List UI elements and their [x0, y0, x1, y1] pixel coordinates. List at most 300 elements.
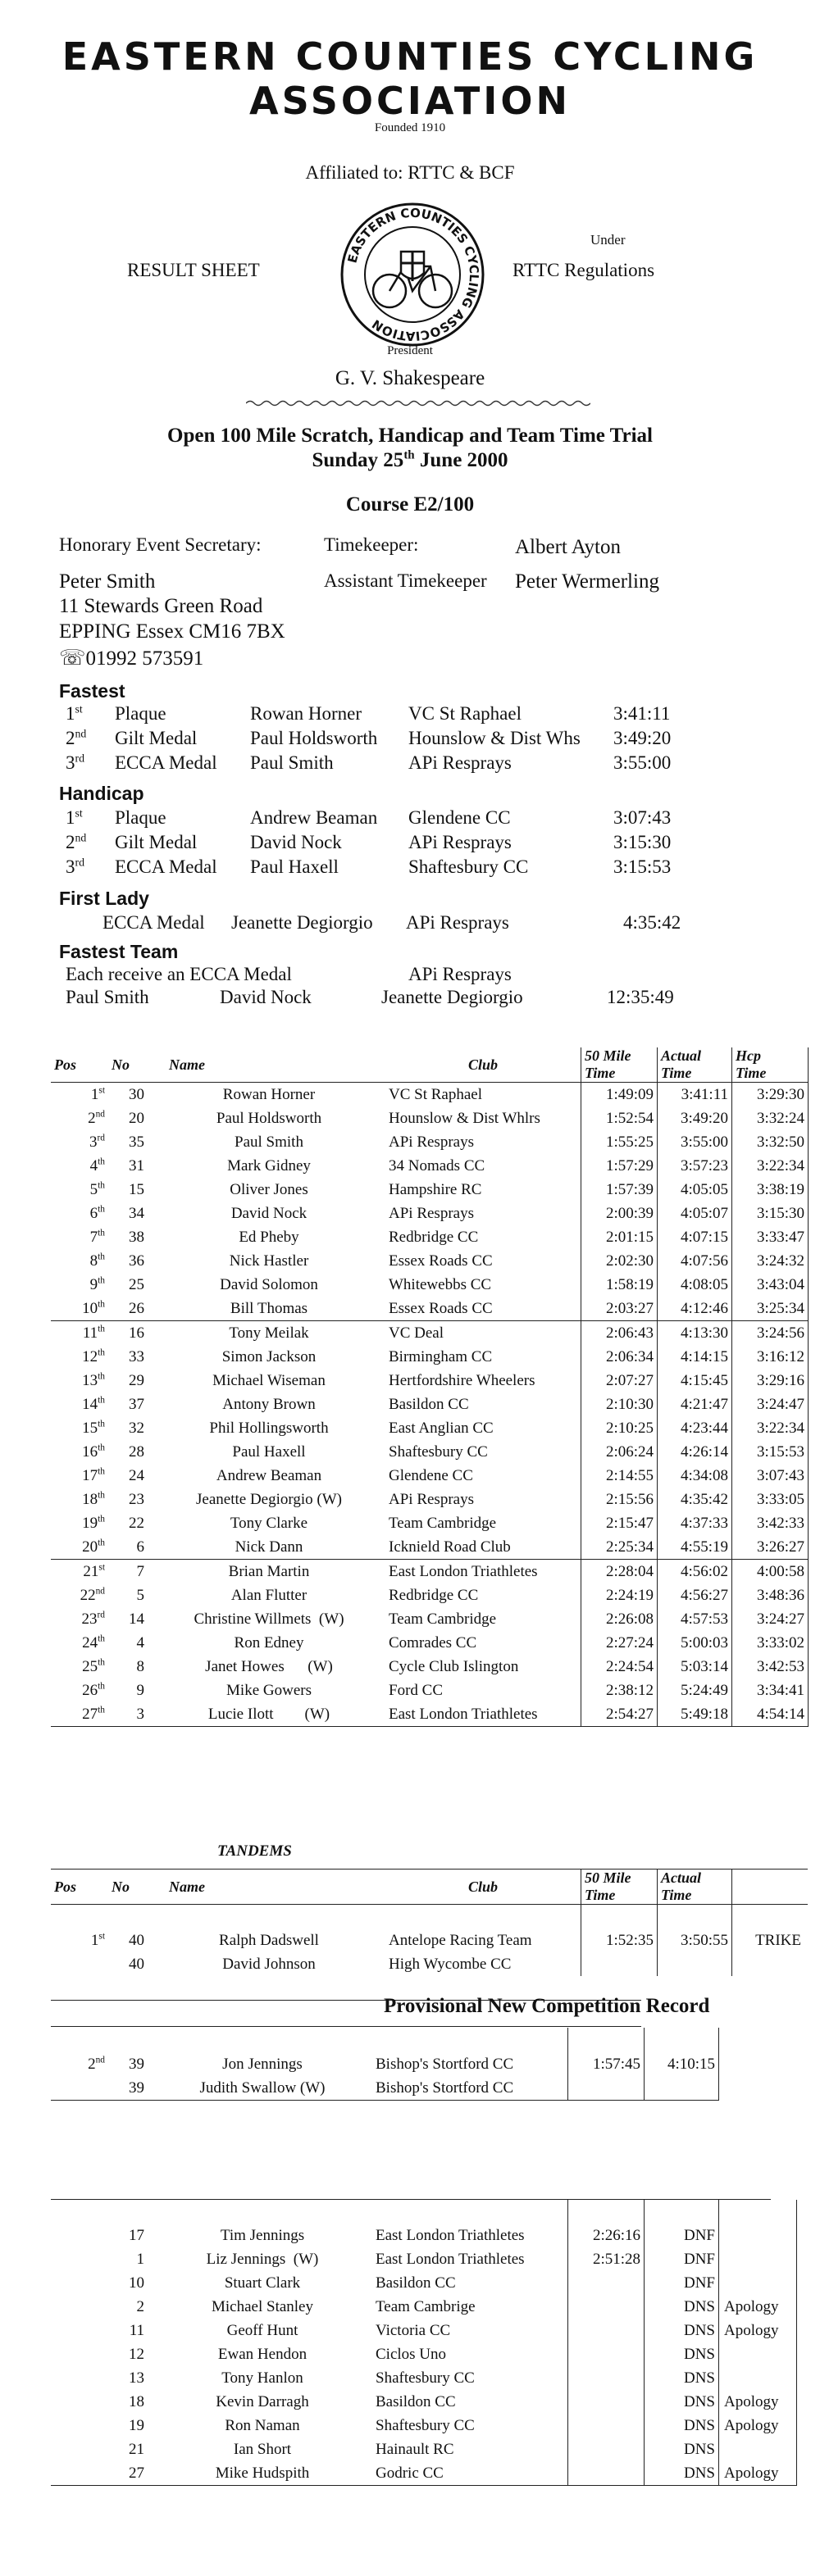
result-actual-time: 4:05:05	[658, 1178, 732, 1202]
result-50-mile-time: 2:15:47	[581, 1511, 658, 1535]
result-club: Essex Roads CC	[389, 1252, 493, 1270]
telephone-icon: ☏	[59, 646, 86, 670]
dnf-rider-name: Ewan Hendon	[217, 2345, 308, 2363]
dnf-number: 11	[129, 2321, 144, 2339]
dnf-note: Apology	[719, 2461, 797, 2486]
result-handicap-time: 3:15:30	[732, 1202, 809, 1225]
result-50-mile-time: 2:25:34	[581, 1535, 658, 1560]
dnf-row	[51, 2366, 797, 2390]
dnf-club: Basildon CC	[376, 2274, 456, 2292]
result-number: 7	[136, 1562, 144, 1580]
award-place: 2nd	[66, 831, 87, 852]
result-handicap-time: 3:34:41	[732, 1679, 809, 1702]
result-row	[51, 1631, 809, 1655]
result-handicap-time: 4:54:14	[732, 1702, 809, 1727]
result-actual-time: 4:34:08	[658, 1464, 732, 1488]
dnf-position-blank	[51, 2224, 108, 2247]
award-type: Plaque	[115, 703, 166, 724]
result-position: 22nd	[80, 1586, 105, 1604]
result-club: Team Cambridge	[389, 1514, 497, 1532]
result-number: 16	[129, 1324, 144, 1342]
result-rider-name: David Nock	[230, 1204, 308, 1222]
tandem-actual-time: 4:10:15	[645, 2052, 719, 2076]
result-row	[51, 1607, 809, 1631]
result-actual-time: 4:07:15	[658, 1225, 732, 1249]
result-handicap-time: 3:24:32	[732, 1249, 809, 1273]
result-row	[51, 1488, 809, 1511]
result-actual-time: 4:12:46	[658, 1297, 732, 1321]
fastest-heading: Fastest	[59, 680, 125, 702]
dnf-position-blank	[51, 2366, 108, 2390]
result-rider-name: Nick Hastler	[229, 1252, 309, 1270]
result-number: 36	[129, 1252, 144, 1270]
result-number: 4	[136, 1633, 144, 1651]
award-type: ECCA Medal	[115, 856, 217, 877]
timekeeper-label: Timekeeper:	[324, 534, 419, 555]
tandem-col-club: Club	[467, 1878, 499, 1895]
result-rider-name: Tony Meilak	[229, 1324, 309, 1342]
tandem-actual-time: 3:50:55	[658, 1929, 732, 1952]
result-handicap-time: 3:33:47	[732, 1225, 809, 1249]
under-label: Under	[590, 232, 626, 248]
seal-lettering: EASTERN COUNTIES CYCLING ASSOCIATION	[344, 205, 482, 344]
dnf-50-mile-time	[568, 2366, 645, 2390]
result-rider-name: Paul Smith	[235, 1133, 303, 1151]
dnf-number: 17	[129, 2226, 144, 2244]
result-row	[51, 1106, 809, 1130]
result-position: 23rd	[81, 1610, 105, 1628]
result-handicap-time: 3:33:05	[732, 1488, 809, 1511]
result-club: Essex Roads CC	[389, 1299, 493, 1317]
result-number: 6	[136, 1538, 144, 1556]
result-number: 25	[129, 1275, 144, 1293]
dnf-row	[51, 2437, 797, 2461]
result-number: 30	[129, 1085, 144, 1103]
result-50-mile-time: 2:27:24	[581, 1631, 658, 1655]
first-lady-award: ECCA Medal	[102, 912, 205, 933]
tandem-rider-club: Antelope Racing Team	[389, 1931, 532, 1949]
assistant-timekeeper-label: Assistant Timekeeper	[324, 570, 487, 591]
result-number: 35	[129, 1133, 144, 1151]
result-number: 33	[129, 1347, 144, 1365]
dnf-rider-name: Ron Naman	[225, 2416, 300, 2434]
dnf-number: 1	[136, 2250, 144, 2268]
result-actual-time: 4:37:33	[658, 1511, 732, 1535]
dnf-row	[51, 2414, 797, 2437]
award-place: 1st	[66, 806, 83, 828]
result-50-mile-time: 2:24:54	[581, 1655, 658, 1679]
dnf-position-blank	[51, 2271, 108, 2295]
dnf-table	[51, 2200, 797, 2486]
handicap-heading: Handicap	[59, 783, 144, 804]
result-rider-name: Nick Dann	[235, 1538, 303, 1556]
result-50-mile-time: 2:15:56	[581, 1488, 658, 1511]
result-number: 31	[129, 1156, 144, 1174]
result-row	[51, 1249, 809, 1273]
dnf-rider-name: Ian Short	[233, 2440, 292, 2458]
col-no: No	[112, 1056, 130, 1073]
dnf-status: DNS	[645, 2437, 719, 2461]
result-handicap-time: 3:29:16	[732, 1369, 809, 1392]
result-number: 22	[129, 1514, 144, 1532]
result-50-mile-time: 2:01:15	[581, 1225, 658, 1249]
result-handicap-time: 3:48:36	[732, 1583, 809, 1607]
result-club: Shaftesbury CC	[389, 1442, 488, 1461]
dnf-note: Apology	[719, 2295, 797, 2319]
result-50-mile-time: 2:02:30	[581, 1249, 658, 1273]
result-position: 17th	[82, 1466, 105, 1484]
result-handicap-time: 3:24:47	[732, 1392, 809, 1416]
result-50-mile-time: 2:24:19	[581, 1583, 658, 1607]
tandems-table	[51, 1869, 808, 1976]
result-number: 20	[129, 1109, 144, 1127]
award-rider-name: Paul Smith	[250, 752, 334, 773]
award-time: 3:15:53	[613, 856, 672, 877]
result-position: 8th	[89, 1252, 105, 1270]
result-number: 34	[129, 1204, 144, 1222]
award-rider-club: VC St Raphael	[408, 703, 522, 724]
result-50-mile-time: 1:57:29	[581, 1154, 658, 1178]
result-actual-time: 5:00:03	[658, 1631, 732, 1655]
result-50-mile-time: 2:54:27	[581, 1702, 658, 1727]
assistant-timekeeper-name: Peter Wermerling	[515, 570, 659, 593]
result-club: VC Deal	[389, 1324, 444, 1342]
result-rider-name: Ed Pheby	[239, 1228, 299, 1246]
dnf-status: DNS	[645, 2366, 719, 2390]
tandem-col-50-mile: 50 Mile Time	[581, 1870, 658, 1905]
result-rider-name: Mark Gidney	[227, 1156, 311, 1174]
dnf-number: 2	[136, 2297, 144, 2315]
tandem-no: 39	[129, 2079, 144, 2097]
dnf-position-blank	[51, 2461, 108, 2486]
result-row	[51, 1273, 809, 1297]
result-actual-time: 4:56:27	[658, 1583, 732, 1607]
result-position: 16th	[82, 1442, 105, 1461]
dnf-status: DNS	[645, 2295, 719, 2319]
secretary-label: Honorary Event Secretary:	[59, 534, 262, 555]
first-lady-heading: First Lady	[59, 888, 149, 909]
dnf-position-blank	[51, 2319, 108, 2342]
result-club: APi Resprays	[389, 1133, 474, 1151]
award-type: Gilt Medal	[115, 832, 198, 852]
first-lady-time: 4:35:42	[623, 912, 681, 933]
result-rider-name: Tony Clarke	[230, 1514, 308, 1532]
result-actual-time: 4:56:02	[658, 1560, 732, 1584]
dnf-position-blank	[51, 2295, 108, 2319]
result-number: 32	[129, 1419, 144, 1437]
result-actual-time: 4:55:19	[658, 1535, 732, 1560]
result-handicap-time: 3:32:24	[732, 1106, 809, 1130]
result-rider-name: Janet Howes (W)	[205, 1657, 333, 1675]
result-handicap-time: 3:38:19	[732, 1178, 809, 1202]
dnf-50-mile-time	[568, 2390, 645, 2414]
result-rider-name: Michael Wiseman	[212, 1371, 326, 1389]
result-number: 5	[136, 1586, 144, 1604]
result-row	[51, 1560, 809, 1584]
dnf-rider-name: Michael Stanley	[212, 2297, 313, 2315]
result-sheet-label: RESULT SHEET	[127, 260, 260, 280]
result-club: East London Triathletes	[389, 1705, 538, 1723]
result-number: 24	[129, 1466, 144, 1484]
result-number: 29	[129, 1371, 144, 1389]
result-club: East London Triathletes	[389, 1562, 538, 1580]
award-rider-club: APi Resprays	[408, 832, 512, 852]
result-row	[51, 1440, 809, 1464]
fastest-team-club: APi Resprays	[408, 964, 512, 984]
result-position: 18th	[82, 1490, 105, 1508]
result-row	[51, 1225, 809, 1249]
tandem-no: 40	[129, 1955, 144, 1973]
award-rider-name: Rowan Horner	[250, 703, 362, 724]
tandem-rider-name: Ralph Dadswell	[219, 1931, 319, 1949]
dnf-club: Godric CC	[376, 2464, 444, 2482]
result-actual-time: 3:49:20	[658, 1106, 732, 1130]
result-number: 38	[129, 1228, 144, 1246]
result-50-mile-time: 2:14:55	[581, 1464, 658, 1488]
col-pos: Pos	[54, 1056, 76, 1073]
dnf-row	[51, 2461, 797, 2486]
result-row	[51, 1679, 809, 1702]
award-place: 3rd	[66, 752, 84, 773]
dnf-club: Victoria CC	[376, 2321, 451, 2339]
tandem-rider-name: Judith Swallow (W)	[199, 2079, 326, 2097]
col-hcp: Hcp Time	[732, 1047, 809, 1083]
result-position: 6th	[89, 1204, 105, 1222]
result-row	[51, 1321, 809, 1346]
result-row	[51, 1297, 809, 1321]
result-handicap-time: 3:16:12	[732, 1345, 809, 1369]
result-rider-name: David Solomon	[220, 1275, 318, 1293]
result-row	[51, 1369, 809, 1392]
dnf-50-mile-time	[568, 2461, 645, 2486]
association-title-line2: ASSOCIATION	[249, 79, 571, 123]
dnf-note	[719, 2342, 797, 2366]
result-position: 11th	[82, 1324, 105, 1342]
dnf-row	[51, 2342, 797, 2366]
award-type: Plaque	[115, 807, 166, 828]
result-club: Hampshire RC	[389, 1180, 482, 1198]
award-time: 3:15:30	[613, 832, 672, 852]
dnf-number: 13	[129, 2369, 144, 2387]
dnf-status: DNS	[645, 2414, 719, 2437]
result-club: Birmingham CC	[389, 1347, 493, 1365]
result-50-mile-time: 1:55:25	[581, 1130, 658, 1154]
result-50-mile-time: 2:10:25	[581, 1416, 658, 1440]
award-place: 1st	[66, 702, 83, 724]
dnf-50-mile-time	[568, 2295, 645, 2319]
result-position: 7th	[89, 1228, 105, 1246]
result-row	[51, 1535, 809, 1560]
result-actual-time: 3:55:00	[658, 1130, 732, 1154]
award-rider-club: Hounslow & Dist Whs	[408, 728, 581, 748]
dnf-note	[719, 2437, 797, 2461]
result-position: 2nd	[88, 1109, 105, 1127]
dnf-status: DNF	[645, 2271, 719, 2295]
result-club: Cycle Club Islington	[389, 1657, 519, 1675]
dnf-status: DNS	[645, 2461, 719, 2486]
result-position: 14th	[82, 1395, 105, 1413]
result-rider-name: Alan Flutter	[230, 1586, 308, 1604]
result-club: APi Resprays	[389, 1490, 474, 1508]
result-rider-name: Brian Martin	[228, 1562, 310, 1580]
dnf-number: 19	[129, 2416, 144, 2434]
dnf-number: 21	[129, 2440, 144, 2458]
tandem-pos: 1st	[90, 1931, 105, 1949]
award-rider-name: Paul Holdsworth	[250, 728, 378, 748]
result-club: VC St Raphael	[389, 1085, 482, 1103]
col-name: Name	[169, 1056, 205, 1073]
tandem-no: 40	[129, 1931, 144, 1949]
tandem-50-mile-time: 1:57:45	[568, 2052, 645, 2076]
result-row	[51, 1702, 809, 1727]
result-handicap-time: 3:32:50	[732, 1130, 809, 1154]
phone-number: 01992 573591	[85, 647, 204, 670]
dnf-club: Ciclos Uno	[376, 2345, 447, 2363]
address-line2: EPPING Essex CM16 7BX	[59, 620, 285, 643]
dnf-note	[719, 2247, 797, 2271]
result-rider-name: Rowan Horner	[222, 1085, 316, 1103]
result-row	[51, 1464, 809, 1488]
result-actual-time: 4:57:53	[658, 1607, 732, 1631]
result-handicap-time: 3:25:34	[732, 1297, 809, 1321]
result-handicap-time: 4:00:58	[732, 1560, 809, 1584]
result-club: East Anglian CC	[389, 1419, 494, 1437]
tandems-table-2	[51, 2028, 719, 2101]
result-actual-time: 4:35:42	[658, 1488, 732, 1511]
tandem-rider-club: High Wycombe CC	[389, 1955, 512, 1973]
result-club: Hounslow & Dist Whlrs	[389, 1109, 540, 1127]
dnf-club: East London Triathletes	[376, 2226, 525, 2244]
award-time: 3:07:43	[613, 807, 672, 828]
result-number: 37	[129, 1395, 144, 1413]
result-number: 8	[136, 1657, 144, 1675]
dnf-status: DNF	[645, 2247, 719, 2271]
address-line1: 11 Stewards Green Road	[59, 595, 263, 617]
result-club: Comrades CC	[389, 1633, 477, 1651]
dnf-club: East London Triathletes	[376, 2250, 525, 2268]
dnf-row	[51, 2247, 797, 2271]
result-row	[51, 1202, 809, 1225]
result-position: 20th	[82, 1538, 105, 1556]
dnf-number: 12	[129, 2345, 144, 2363]
event-title: Open 100 Mile Scratch, Handicap and Team Time Trial	[167, 425, 653, 447]
dnf-number: 27	[129, 2464, 144, 2482]
result-rider-name: Lucie Ilott (W)	[207, 1705, 330, 1723]
result-50-mile-time: 2:38:12	[581, 1679, 658, 1702]
fastest-team-time: 12:35:49	[607, 987, 674, 1007]
result-actual-time: 4:05:07	[658, 1202, 732, 1225]
tandem-no: 39	[129, 2055, 144, 2073]
result-number: 14	[129, 1610, 144, 1628]
dnf-club: Hainault RC	[376, 2440, 454, 2458]
dnf-position-blank	[51, 2390, 108, 2414]
award-rider-club: Glendene CC	[408, 807, 511, 828]
result-handicap-time: 3:22:34	[732, 1416, 809, 1440]
regulations-label: RTTC Regulations	[512, 260, 655, 280]
dnf-position-blank	[51, 2437, 108, 2461]
founded-text: Founded 1910	[374, 121, 446, 134]
dnf-position-blank	[51, 2342, 108, 2366]
award-type: ECCA Medal	[115, 752, 217, 773]
result-position: 4th	[89, 1156, 105, 1174]
tandem-row-1b	[51, 1952, 808, 1976]
results-header-row	[51, 1047, 809, 1083]
dnf-status: DNS	[645, 2319, 719, 2342]
dnf-row	[51, 2271, 797, 2295]
result-position: 26th	[82, 1681, 105, 1699]
dnf-rider-name: Tony Hanlon	[221, 2369, 303, 2387]
result-position: 5th	[89, 1180, 105, 1198]
result-row	[51, 1083, 809, 1107]
award-time: 3:55:00	[613, 752, 672, 773]
fastest-team-heading: Fastest Team	[59, 941, 179, 962]
result-handicap-time: 3:24:27	[732, 1607, 809, 1631]
dnf-number: 18	[129, 2392, 144, 2410]
result-row	[51, 1511, 809, 1535]
col-50-mile: 50 Mile Time	[581, 1047, 658, 1083]
dnf-rider-name: Kevin Darragh	[216, 2392, 309, 2410]
result-number: 26	[129, 1299, 144, 1317]
result-position: 19th	[82, 1514, 105, 1532]
result-club: Glendene CC	[389, 1466, 473, 1484]
result-actual-time: 4:15:45	[658, 1369, 732, 1392]
result-50-mile-time: 2:07:27	[581, 1369, 658, 1392]
dnf-note: Apology	[719, 2319, 797, 2342]
award-time: 3:41:11	[613, 703, 671, 724]
dnf-50-mile-time	[568, 2319, 645, 2342]
result-club: Ford CC	[389, 1681, 443, 1699]
result-row	[51, 1416, 809, 1440]
result-position: 12th	[82, 1347, 105, 1365]
result-club: Icknield Road Club	[389, 1538, 511, 1556]
result-rider-name: Andrew Beaman	[216, 1466, 322, 1484]
result-50-mile-time: 1:58:19	[581, 1273, 658, 1297]
event-date: Sunday 25th June 2000	[312, 448, 508, 471]
dnf-50-mile-time	[568, 2271, 645, 2295]
result-club: Redbridge CC	[389, 1228, 479, 1246]
result-position: 13th	[82, 1371, 105, 1389]
result-number: 9	[136, 1681, 144, 1699]
dnf-row	[51, 2319, 797, 2342]
result-club: APi Resprays	[389, 1204, 474, 1222]
result-rider-name: Phil Hollingsworth	[209, 1419, 329, 1437]
result-handicap-time: 3:42:33	[732, 1511, 809, 1535]
result-rider-name: Ron Edney	[234, 1633, 304, 1651]
award-type: Gilt Medal	[115, 728, 198, 748]
dnf-note	[719, 2271, 797, 2295]
dnf-rider-name: Geoff Hunt	[226, 2321, 298, 2339]
result-50-mile-time: 2:06:34	[581, 1345, 658, 1369]
affiliated-text: Affiliated to: RTTC & BCF	[305, 162, 515, 183]
col-actual: Actual Time	[658, 1047, 732, 1083]
result-row	[51, 1583, 809, 1607]
result-position: 15th	[82, 1419, 105, 1437]
result-50-mile-time: 1:49:09	[581, 1083, 658, 1107]
dnf-row	[51, 2390, 797, 2414]
result-handicap-time: 3:33:02	[732, 1631, 809, 1655]
team-member-3: Jeanette Degiorgio	[381, 987, 523, 1007]
result-position: 25th	[82, 1657, 105, 1675]
tandem-rider-club: Bishop's Stortford CC	[376, 2079, 514, 2097]
result-rider-name: Jeanette Degiorgio (W)	[196, 1490, 342, 1508]
result-50-mile-time: 1:52:54	[581, 1106, 658, 1130]
result-number: 23	[129, 1490, 144, 1508]
result-row	[51, 1154, 809, 1178]
result-number: 3	[136, 1705, 144, 1723]
tandems-header-row	[51, 1870, 808, 1905]
tandem-50-mile-time: 1:52:35	[581, 1929, 658, 1952]
tandems-heading: TANDEMS	[217, 1842, 292, 1860]
